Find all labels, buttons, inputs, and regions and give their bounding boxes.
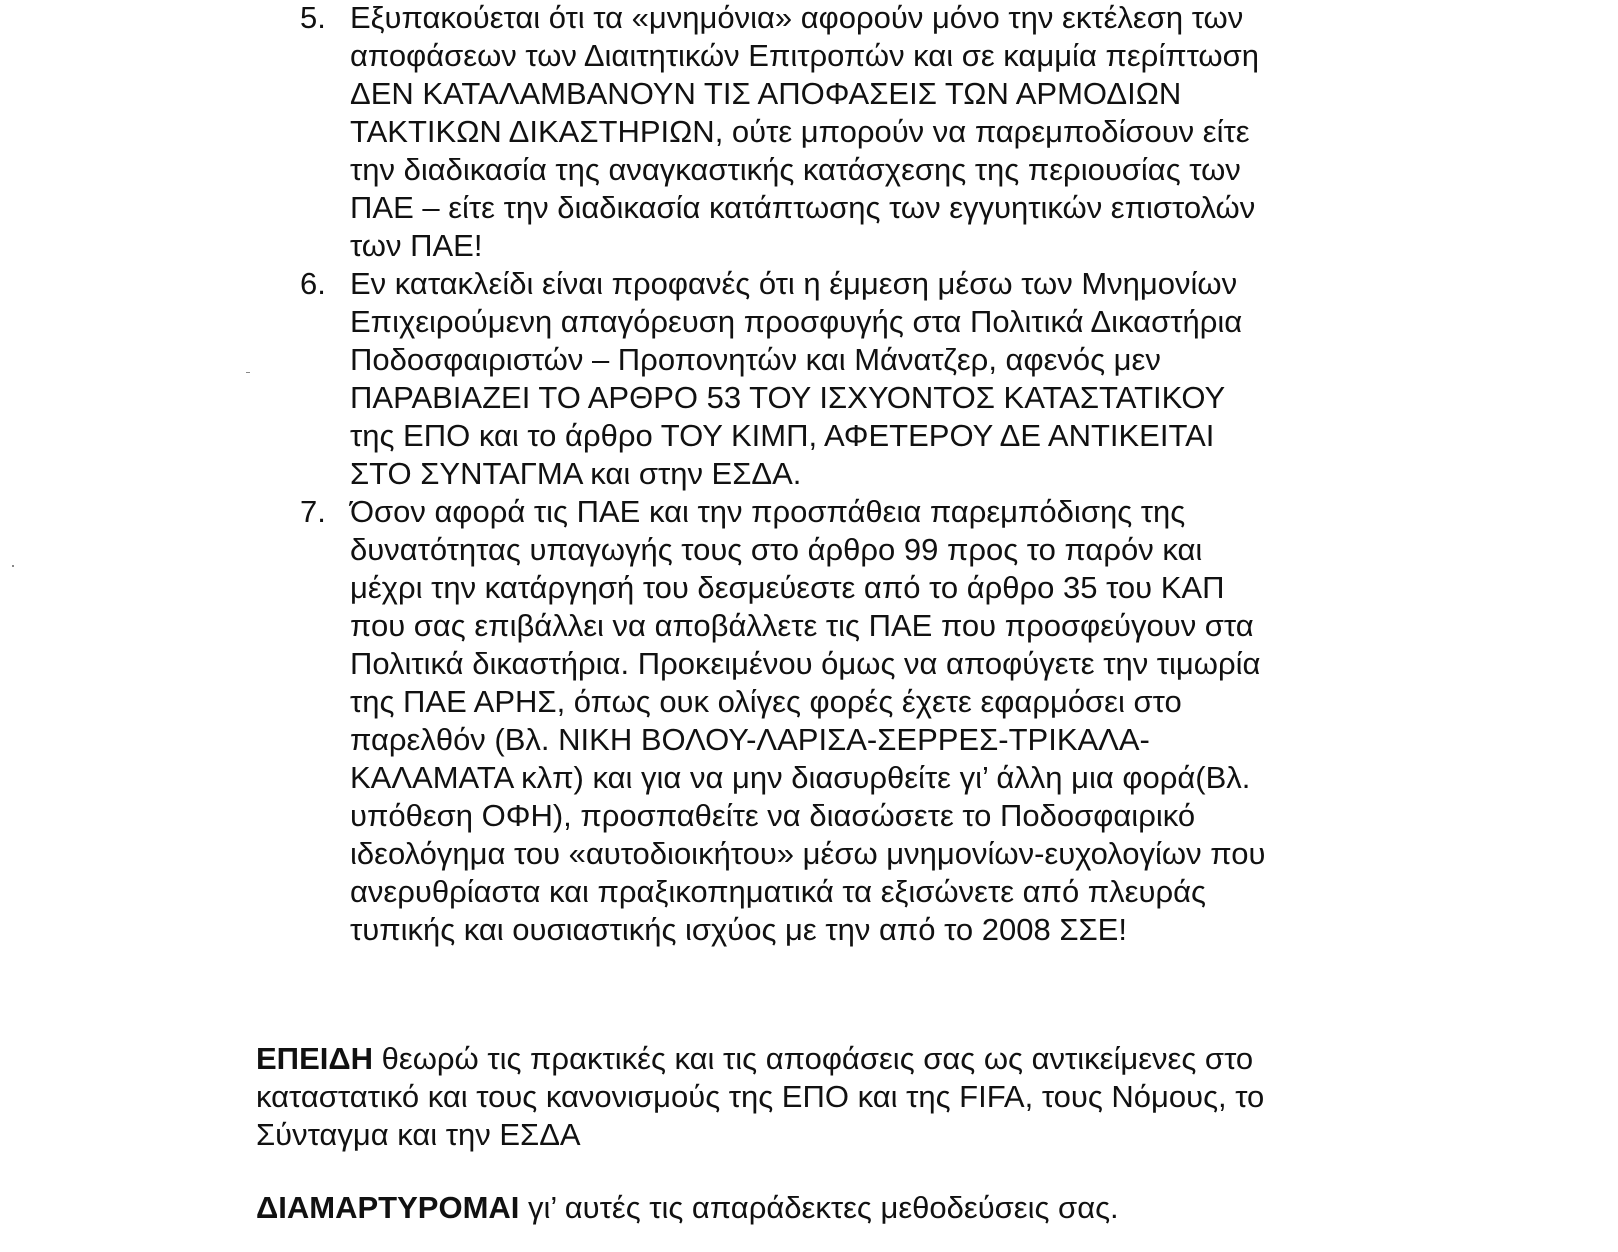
text-line: παρελθόν (Βλ. ΝΙΚΗ ΒΟΛΟΥ-ΛΑΡΙΣΑ-ΣΕΡΡΕΣ-ΤΡΙΚΑΛΑ- xyxy=(350,722,1150,757)
text-line: ΣΤΟ ΣΥΝΤΑΓΜΑ και στην ΕΣΔΑ. xyxy=(350,456,802,491)
list-number: 6. xyxy=(300,266,326,301)
list-item-text xyxy=(350,265,1380,493)
list-number: 7. xyxy=(300,494,326,529)
text-line: Ποδοσφαιριστών – Προπονητών και Μάνατζερ, αφενός μεν xyxy=(350,342,1161,377)
epeidi-paragraph xyxy=(256,1040,1376,1154)
text-line: που σας επιβάλλει να αποβάλλετε τις ΠΑΕ που προσφεύγουν στα xyxy=(350,608,1254,643)
text-line xyxy=(256,1189,1376,1227)
diamartyromai-keyword: ΔΙΑΜΑΡΤΥΡΟΜΑΙ xyxy=(256,1190,520,1225)
numbered-list xyxy=(300,0,1380,949)
text-line: της ΠΑΕ ΑΡΗΣ, όπως ουκ ολίγες φορές έχετε εφαρμόσει στο xyxy=(350,684,1182,719)
text-line: Εν κατακλείδι είναι προφανές ότι η έμμεση μέσω των Μνημονίων xyxy=(350,266,1238,301)
text-line: Επιχειρούμενη απαγόρευση προσφυγής στα Πολιτικά Δικαστήρια xyxy=(350,304,1243,339)
text-line: ΠΑΡΑΒΙΑΖΕΙ ΤΟ ΑΡΘΡΟ 53 ΤΟΥ ΙΣΧΥΟΝΤΟΣ ΚΑΤΑΣΤΑΤΙΚΟΥ xyxy=(350,380,1226,415)
scan-speck xyxy=(12,565,14,567)
diamartyromai-paragraph xyxy=(256,1189,1376,1227)
text-line: ΔΕΝ ΚΑΤΑΛΑΜΒΑΝΟΥΝ ΤΙΣ ΑΠΟΦΑΣΕΙΣ ΤΩΝ ΑΡΜΟΔΙΩΝ xyxy=(350,76,1182,111)
text-line: ανερυθρίαστα και πραξικοπηματικά τα εξισώνετε από πλευράς xyxy=(350,874,1206,909)
text-line xyxy=(256,1040,1376,1078)
list-item-6 xyxy=(300,265,1380,493)
text-line: την διαδικασία της αναγκαστικής κατάσχεσης της περιουσίας των xyxy=(350,152,1241,187)
list-item-text xyxy=(350,493,1380,949)
text-line: υπόθεση ΟΦΗ), προσπαθείτε να διασώσετε το Ποδοσφαιρικό xyxy=(350,798,1196,833)
text-line: ΤΑΚΤΙΚΩΝ ΔΙΚΑΣΤΗΡΙΩΝ, ούτε μπορούν να παρεμποδίσουν είτε xyxy=(350,114,1250,149)
epeidi-text: θεωρώ τις πρακτικές και τις αποφάσεις σας ως αντικείμενες στο xyxy=(373,1041,1254,1076)
text-line: καταστατικό και τους κανονισμούς της ΕΠΟ και της FIFA, τους Νόμους, το xyxy=(256,1079,1265,1114)
text-line: Εξυπακούεται ότι τα «μνημόνια» αφορούν μόνο την εκτέλεση των xyxy=(350,0,1244,35)
text-line: μέχρι την κατάργησή του δεσμεύεστε από το άρθρο 35 του ΚΑΠ xyxy=(350,570,1225,605)
list-number: 5. xyxy=(300,0,326,35)
scan-speck xyxy=(246,372,250,373)
epeidi-keyword: ΕΠΕΙΔΗ xyxy=(256,1041,374,1076)
text-line: των ΠΑΕ! xyxy=(350,228,483,263)
text-line: Όσον αφορά τις ΠΑΕ και την προσπάθεια παρεμπόδισης της xyxy=(350,494,1186,529)
text-line: τυπικής και ουσιαστικής ισχύος με την από το 2008 ΣΣΕ! xyxy=(350,912,1127,947)
list-item-5 xyxy=(300,0,1380,265)
text-line: ΚΑΛΑΜΑΤΑ κλπ) και για να μην διασυρθείτε γι’ άλλη μια φορά(Βλ. xyxy=(350,760,1251,795)
text-line: αποφάσεων των Διαιτητικών Επιτροπών και σε καμμία περίπτωση xyxy=(350,38,1259,73)
text-line: της ΕΠΟ και το άρθρο ΤΟΥ ΚΙΜΠ, ΑΦΕΤΕΡΟΥ ΔΕ ΑΝΤΙΚΕΙΤΑΙ xyxy=(350,418,1215,453)
text-line: δυνατότητας υπαγωγής τους στο άρθρο 99 προς το παρόν και xyxy=(350,532,1203,567)
text-line: ιδεολόγημα του «αυτοδιοικήτου» μέσω μνημονίων-ευχολογίων που xyxy=(350,836,1266,871)
text-line: Πολιτικά δικαστήρια. Προκειμένου όμως να αποφύγετε την τιμωρία xyxy=(350,646,1261,681)
list-item-text xyxy=(350,0,1380,265)
text-line: ΠΑΕ – είτε την διαδικασία κατάπτωσης των εγγυητικών επιστολών xyxy=(350,190,1256,225)
diamartyromai-text: γι’ αυτές τις απαράδεκτες μεθοδεύσεις σας. xyxy=(519,1190,1119,1225)
list-item-7 xyxy=(300,493,1380,949)
text-line: Σύνταγμα και την ΕΣΔΑ xyxy=(256,1117,581,1152)
